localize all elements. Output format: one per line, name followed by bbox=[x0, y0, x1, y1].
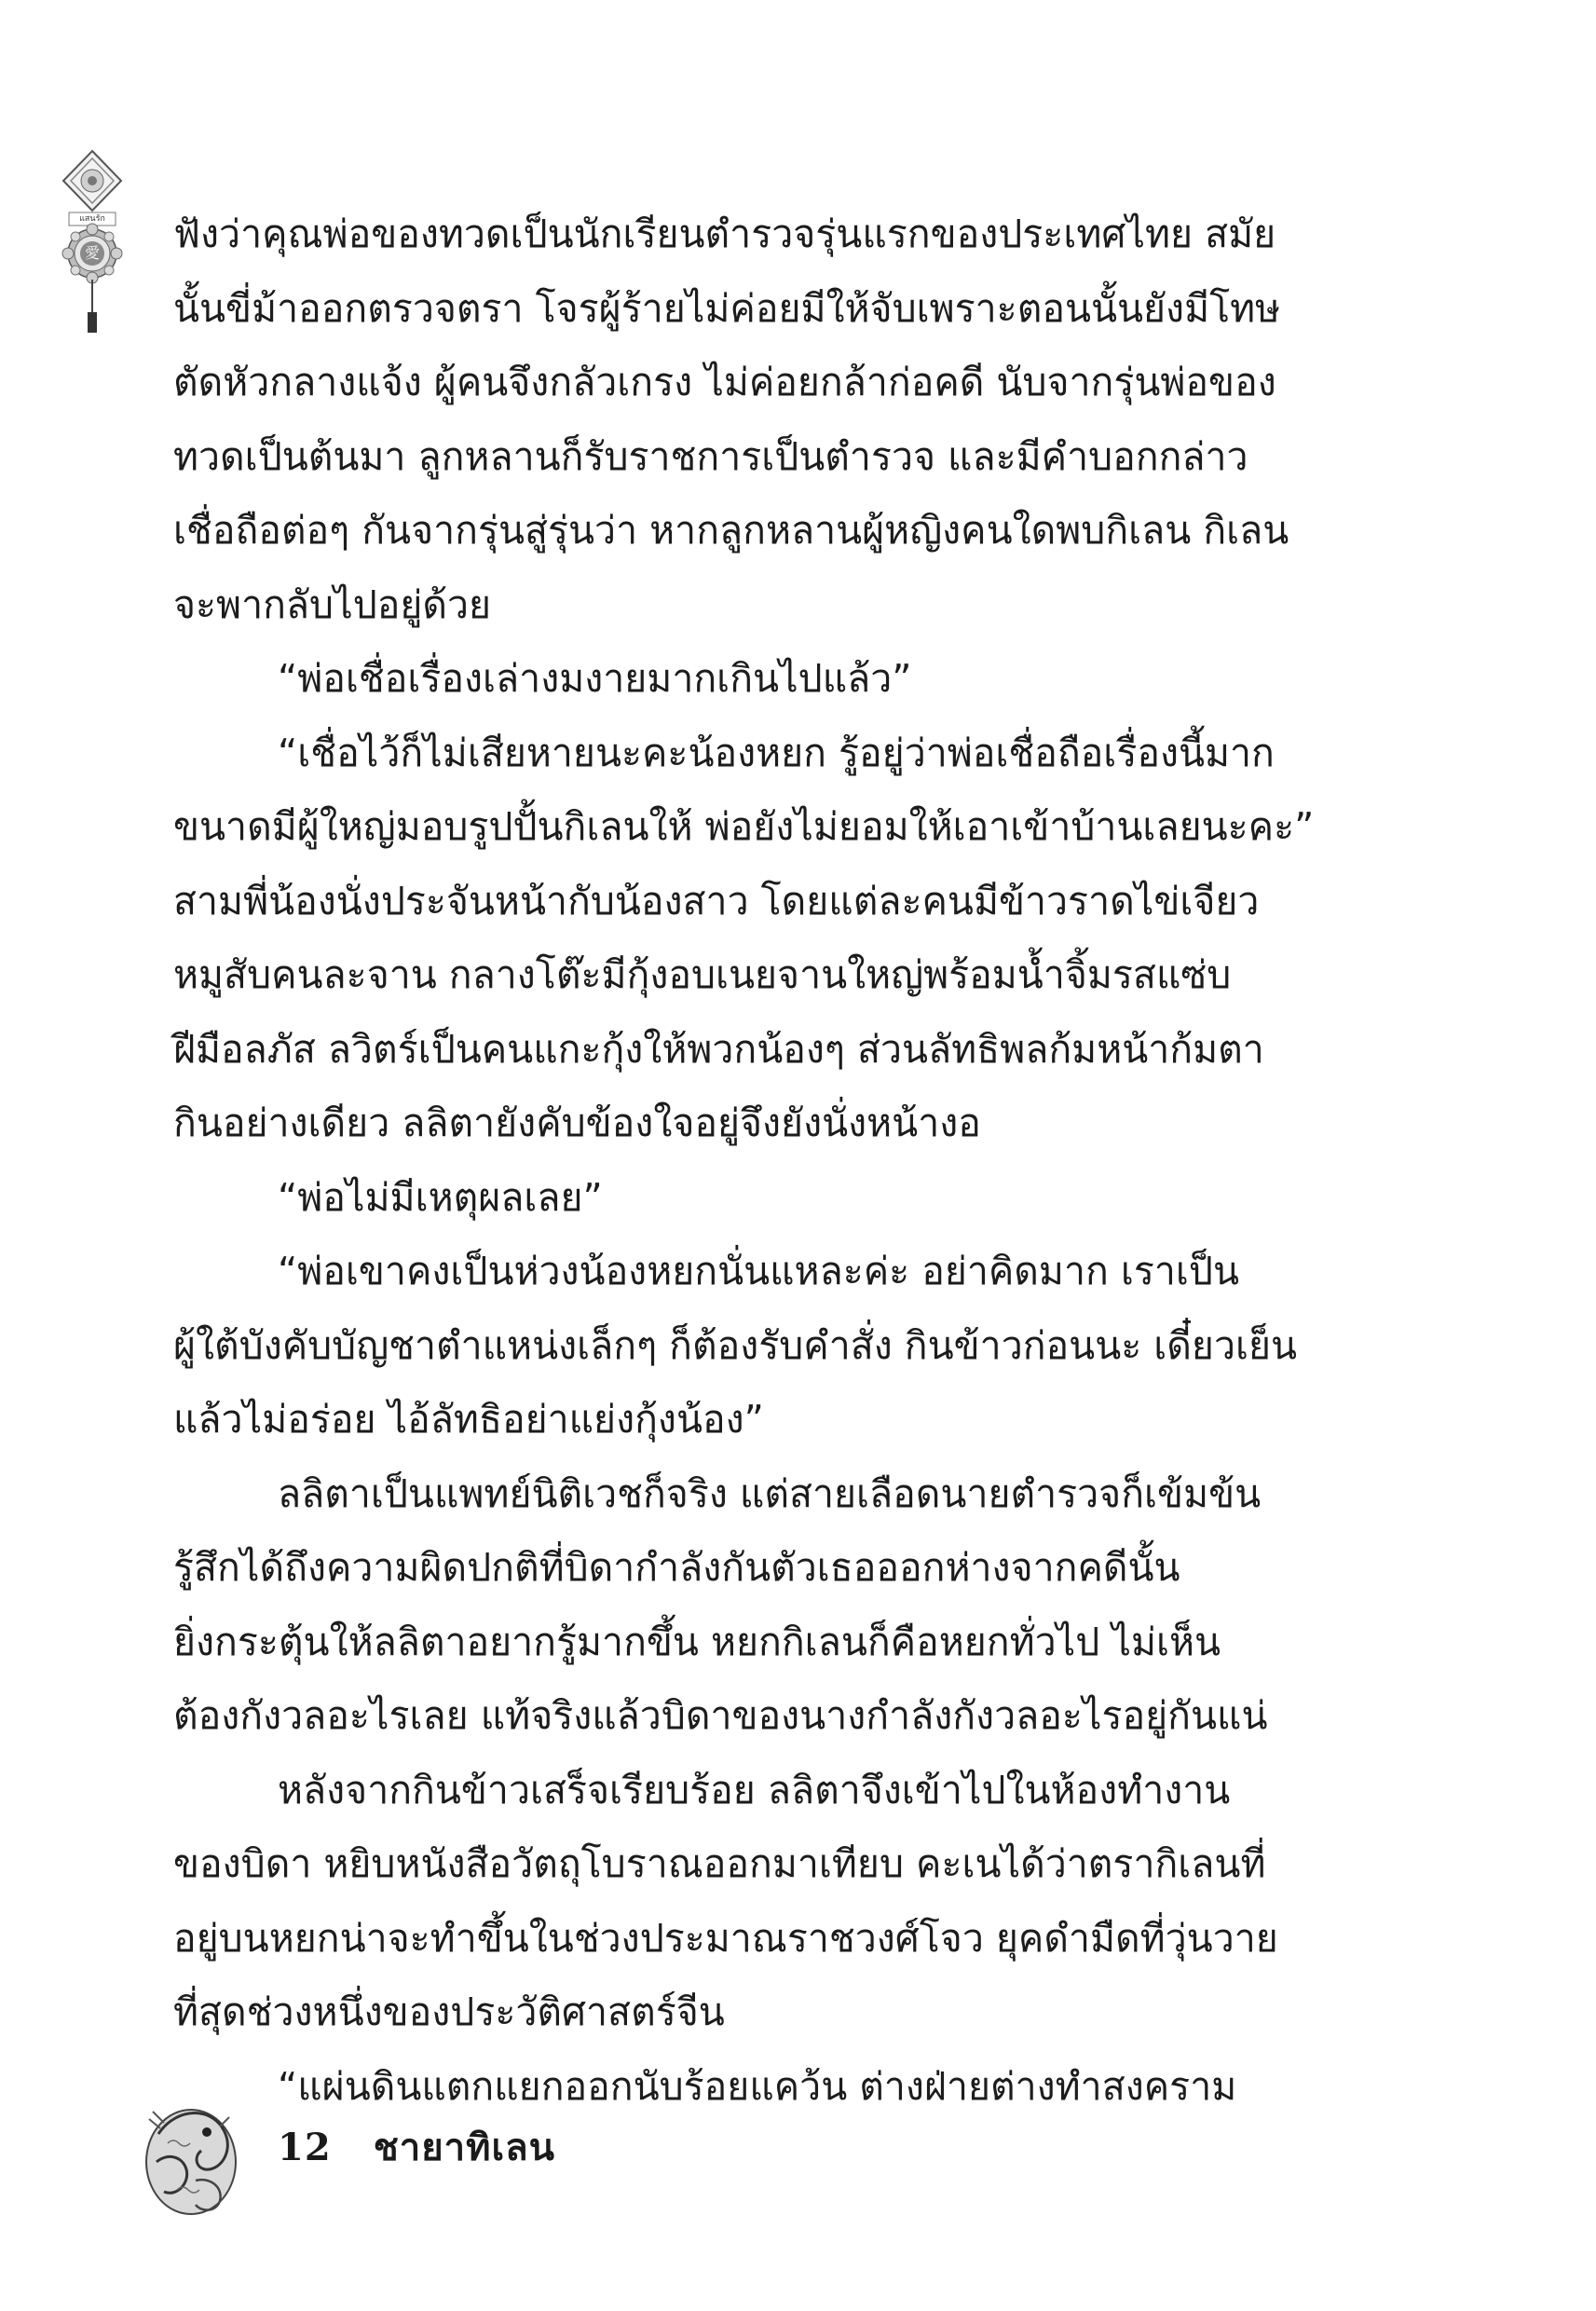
paragraph-line: ฟังว่าคุณพ่อของทวดเป็นนักเรียนตำรวจรุ่นแรกของประเทศไทย สมัย bbox=[173, 212, 1276, 256]
ornament-label: แสนรัก bbox=[79, 214, 105, 224]
paragraph-line: หมูสับคนละจาน กลางโต๊ะมีกุ้งอบเนยจานใหญ่พร้อมน้ำจิ้มรสแซ่บ bbox=[173, 952, 1232, 997]
dialogue-line: “เชื่อไว้ก็ไม่เสียหายนะคะน้องหยก รู้อยู่ว่าพ่อเชื่อถือเรื่องนี้มาก bbox=[278, 730, 1275, 775]
paragraph-line: หลังจากกินข้าวเสร็จเรียบร้อย ลลิตาจึงเข้าไปในห้องทำงาน bbox=[278, 1767, 1231, 1812]
paragraph-line: ทวดเป็นต้นมา ลูกหลานก็รับราชการเป็นตำรวจ และมีคำบอกกล่าว bbox=[173, 433, 1248, 479]
paragraph-line: ผู้ใต้บังคับบัญชาตำแหน่งเล็กๆ ก็ต้องรับคำสั่ง กินข้าวก่อนนะ เดี๋ยวเย็น bbox=[173, 1322, 1298, 1368]
book-title: ชายาทิเลน bbox=[373, 2126, 556, 2169]
paragraph-line: ตัดหัวกลางแจ้ง ผู้คนจึงกลัวเกรง ไม่ค่อยกล้าก่อคดี นับจากรุ่นพ่อของ bbox=[173, 360, 1276, 404]
dialogue-line: “พ่อเชื่อเรื่องเล่างมงายมากเกินไปแล้ว” bbox=[278, 656, 912, 701]
paragraph-line: เชื่อถือต่อๆ กันจากรุ่นสู่รุ่นว่า หากลูกหลานผู้หญิงคนใดพบกิเลน กิเลน bbox=[173, 508, 1289, 553]
paragraph-line: นั้นขี่ม้าออกตรวจตรา โจรผู้ร้ายไม่ค่อยมีให้จับเพราะตอนนั้นยังมีโทษ bbox=[173, 285, 1281, 331]
dialogue-line: “แผ่นดินแตกแยกออกนับร้อยแคว้น ต่างฝ่ายต่างทำสงคราม bbox=[278, 2063, 1237, 2109]
body-text bbox=[173, 198, 1338, 2124]
paragraph-line: แล้วไม่อร่อย ไอ้ลัทธิอย่าแย่งกุ้งน้อง” bbox=[173, 1397, 764, 1442]
paragraph-line: สามพี่น้องนั่งประจันหน้ากับน้องสาว โดยแต่ละคนมีข้าวราดไข่เจียว bbox=[173, 878, 1260, 923]
paragraph-line: ของบิดา หยิบหนังสือวัตถุโบราณออกมาเทียบ คะเนได้ว่าตรากิเลนที่ bbox=[173, 1841, 1266, 1886]
paragraph-line: ขนาดมีผู้ใหญ่มอบรูปปั้นกิเลนให้ พ่อยังไม่ยอมให้เอาเข้าบ้านเลยนะคะ” bbox=[173, 804, 1315, 849]
paragraph-line: กินอย่างเดียว ลลิตายังคับข้องใจอยู่จึงยังนั่งหน้างอ bbox=[173, 1101, 981, 1145]
paragraph-line: จะพากลับไปอยู่ด้วย bbox=[173, 581, 492, 627]
paragraph-line: อยู่บนหยกน่าจะทำขึ้นในช่วงประมาณราชวงศ์โจว ยุคดำมืดที่วุ่นวาย bbox=[173, 1915, 1278, 1961]
paragraph-line: ต้องกังวลอะไรเลย แท้จริงแล้วบิดาของนางกำลังกังวลอะไรอยู่กันแน่ bbox=[173, 1693, 1268, 1738]
page-footer bbox=[278, 2117, 555, 2177]
dialogue-line: “พ่อไม่มีเหตุผลเลย” bbox=[278, 1174, 603, 1220]
kylin-illustration-icon bbox=[140, 2097, 242, 2218]
paragraph-line: รู้สึกได้ถึงความผิดปกติที่บิดากำลังกันตัวเธอออกห่างจากคดีนั้น bbox=[173, 1545, 1180, 1590]
ornament-seal-text: 愛 bbox=[84, 244, 100, 262]
paragraph-line: ยิ่งกระตุ้นให้ลลิตาอยากรู้มากขึ้น หยกกิเลนก็คือหยกทั่วไป ไม่เห็น bbox=[173, 1619, 1221, 1664]
dialogue-line: “พ่อเขาคงเป็นห่วงน้องหยกนั่นแหละค่ะ อย่าคิดมาก เราเป็น bbox=[278, 1249, 1239, 1293]
page-number: 12 bbox=[278, 2126, 332, 2169]
paragraph-line: ลลิตาเป็นแพทย์นิติเวชก็จริง แต่สายเลือดนายตำรวจก็เข้มข้น bbox=[278, 1470, 1262, 1516]
paragraph-line: ที่สุดช่วงหนึ่งของประวัติศาสตร์จีน bbox=[173, 1990, 725, 2034]
paragraph-line: ฝีมือลภัส ลวิตร์เป็นคนแกะกุ้งให้พวกน้องๆ ส่วนลัทธิพลก้มหน้าก้มตา bbox=[173, 1026, 1264, 1072]
